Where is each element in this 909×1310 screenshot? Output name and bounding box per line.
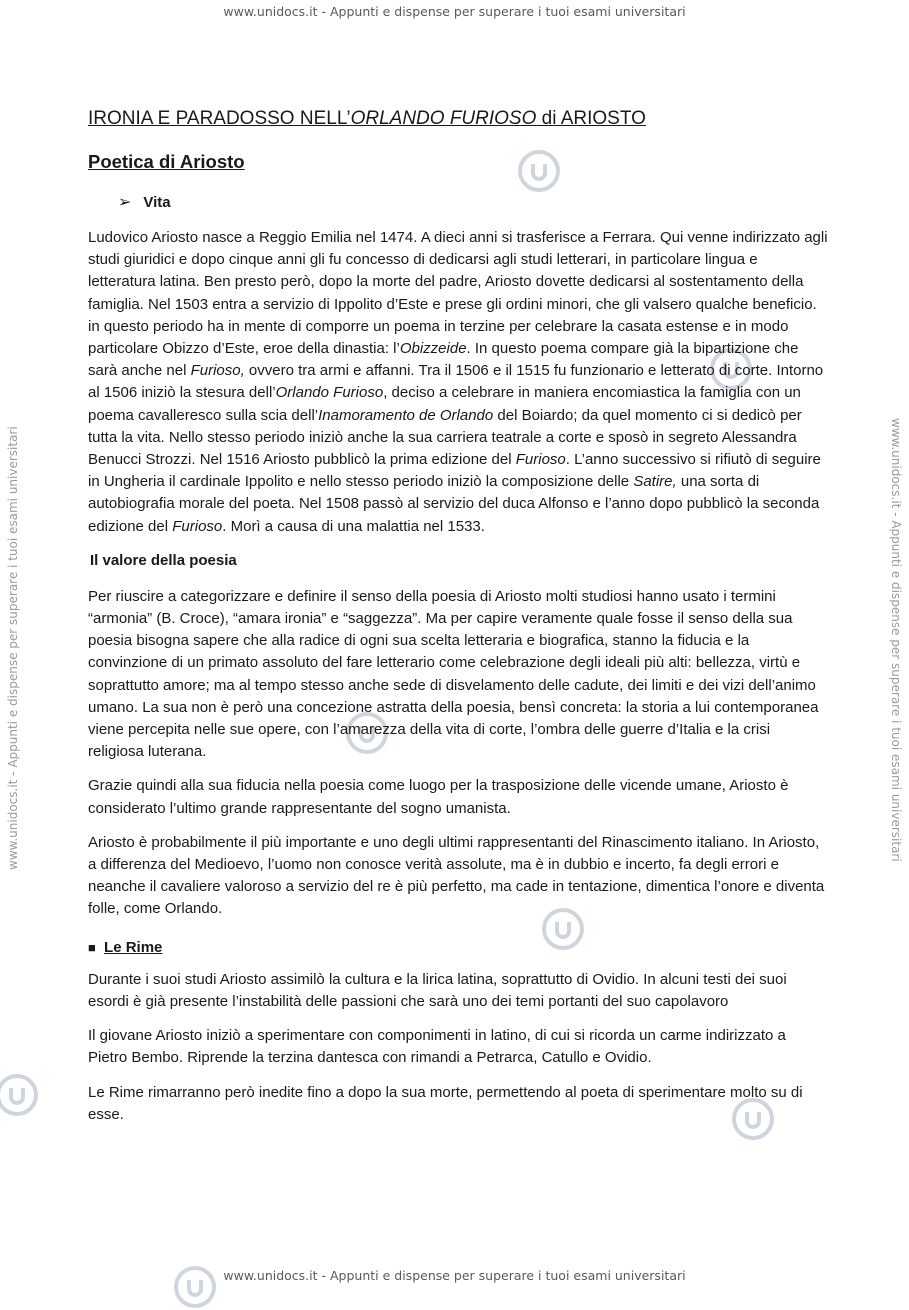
vita-text: . L’anno successivo si rifiutò di seguire in Ungheria il cardinale Ippolito e nello stesso periodo iniziò la composizione delle (88, 451, 821, 491)
square-bullet-icon: ■ (88, 939, 96, 955)
vita-paragraph (88, 227, 828, 538)
unidocs-logo-icon (0, 1072, 40, 1118)
vita-italic: Orlando Furioso (275, 384, 384, 402)
vita-text: , deciso a celebrare in maniera encomiastica la famiglia con un poema cavalleresco sulla scia dell’ (88, 384, 801, 424)
vita-italic: Furioso, (190, 362, 245, 380)
vita-text: . In questo poema compare già la bipartizione che sarà anche nel (88, 340, 799, 380)
header-banner: www.unidocs.it - Appunti e dispense per superare i tuoi esami universitari (223, 4, 686, 19)
document-body (88, 108, 828, 1126)
vita-text: del Boiardo; da quel momento ci si dedicò per tutta la vita. Nello stesso periodo iniziò anche la sua carriera teatrale a corte e sposò in segreto Alessandra Benucci Strozzi. Nel 1516 Ariosto pubblicò la prima edizione del (88, 406, 802, 469)
vita-italic: Satire, (633, 473, 677, 491)
right-margin-banner: www.unidocs.it - Appunti e dispense per superare i tuoi esami universitari (889, 418, 903, 862)
title-suffix: di ARIOSTO (536, 108, 646, 129)
rime-heading-label: Le Rime (104, 938, 163, 956)
vita-text: ovvero tra armi e affanni. Tra il 1506 e il 1515 fu funzionario e letterato di corte. Intorno al 1506 iniziò la stesura dell’ (88, 362, 824, 402)
rime-heading (88, 939, 828, 959)
valore-paragraph: Ariosto è probabilmente il più importante e uno degli ultimi rappresentanti del Rinascimento italiano. In Ariosto, a differenza del Medioevo, l’uomo non conosce verità assolute, ma è in dubbio e incerto, fa degli errori e neanche il cavaliere valoroso a servizio del re è più perfetto, ma cade in tentazione, dimentica l’onore e diventa folle, come Orlando. (88, 833, 825, 918)
vita-italic: Inamoramento de Orlando (318, 406, 494, 424)
valore-paragraph: Per riuscire a categorizzare e definire il senso della poesia di Ariosto molti studiosi hanno usato i termini “armonia” (B. Croce), “amara ironia” e “saggezza”. Ma per capire veramente quale fosse il senso della sua poesia bisogna sapere che alla radice di ogni sua scelta letteraria e biografica, stanno la fiducia e la convinzione di un primato assoluto del fare letterario come celebrazione degli ideali più alti: bellezza, virtù e soprattutto amore; ma al tempo stesso anche sede di disvelamento delle cadute, dei limiti e dei vizi dell’animo umano. La sua non è però una concezione astratta della poesia, bensì concreta: la storia a lui contemporanea viene percepita nelle sue opere, con l’amarezza della vita di corte, l’ombra delle guerre d’Italia e la crisi religiosa luterana. (88, 587, 819, 761)
footer-banner: www.unidocs.it - Appunti e dispense per superare i tuoi esami universitari (223, 1268, 686, 1283)
section-heading: Poetica di Ariosto (88, 151, 245, 172)
vita-italic: Furioso (172, 517, 223, 535)
rime-paragraph: Il giovane Ariosto iniziò a sperimentare con componimenti in latino, di cui si ricorda un carme indirizzato a Pietro Bembo. Riprende la terzina dantesca con rimandi a Petrarca, Catullo e Ovidio. (88, 1027, 786, 1067)
left-margin-banner: www.unidocs.it - Appunti e dispense per superare i tuoi esami universitari (6, 426, 20, 870)
arrowhead-bullet-icon: ➢ (118, 194, 132, 211)
rime-paragraph: Durante i suoi studi Ariosto assimilò la cultura e la lirica latina, soprattutto di Ovidio. In alcuni testi dei suoi esordi è già presente l’instabilità delle passioni che sarà uno dei temi portanti del suo capolavoro (88, 970, 787, 1010)
valore-heading: Il valore della poesia (90, 551, 237, 569)
title-prefix: IRONIA E PARADOSSO NELL’ (88, 108, 351, 129)
vita-text: Ludovico Ariosto nasce a Reggio Emilia nel 1474. A dieci anni si trasferisce a Ferrara. Qui venne indirizzato agli studi giuridici e dopo cinque anni gli fu concesso di dedicarsi agli studi letterari, in particolare lingua e letteratura latina. Ben presto però, dopo la morte del padre, Ariosto dovette dedicarsi al sostentamento della famiglia. Nel 1503 entra a servizio di Ippolito d’Este e prese gli ordini minori, che gli valsero qualche beneficio. in questo periodo ha in mente di comporre un poema in terzine per celebrare la casata estense e in modo particolare Obizzo d’Este, eroe della dinastia: l’ (88, 229, 828, 358)
document-title (88, 108, 828, 136)
vita-text: . Morì a causa di una malattia nel 1533. (222, 517, 485, 535)
vita-text: una sorta di autobiografia morale del poeta. Nel 1508 passò al servizio del duca Alfonso e l’anno dopo pubblicò la seconda edizione del (88, 473, 820, 535)
valore-paragraph: Grazie quindi alla sua fiducia nella poesia come luogo per la trasposizione delle vicende umane, Ariosto è considerato l’ultimo grande rappresentante del sogno umanista. (88, 777, 789, 817)
title-italic: ORLANDO FURIOSO (350, 108, 537, 129)
rime-paragraph: Le Rime rimarranno però inedite fino a dopo la sua morte, permettendo al poeta di sperimentare molto su di esse. (88, 1083, 803, 1123)
vita-italic: Furioso (515, 451, 566, 469)
vita-heading (118, 191, 828, 213)
vita-italic: Obizzeide (399, 340, 467, 358)
vita-heading-label: Vita (143, 193, 171, 211)
